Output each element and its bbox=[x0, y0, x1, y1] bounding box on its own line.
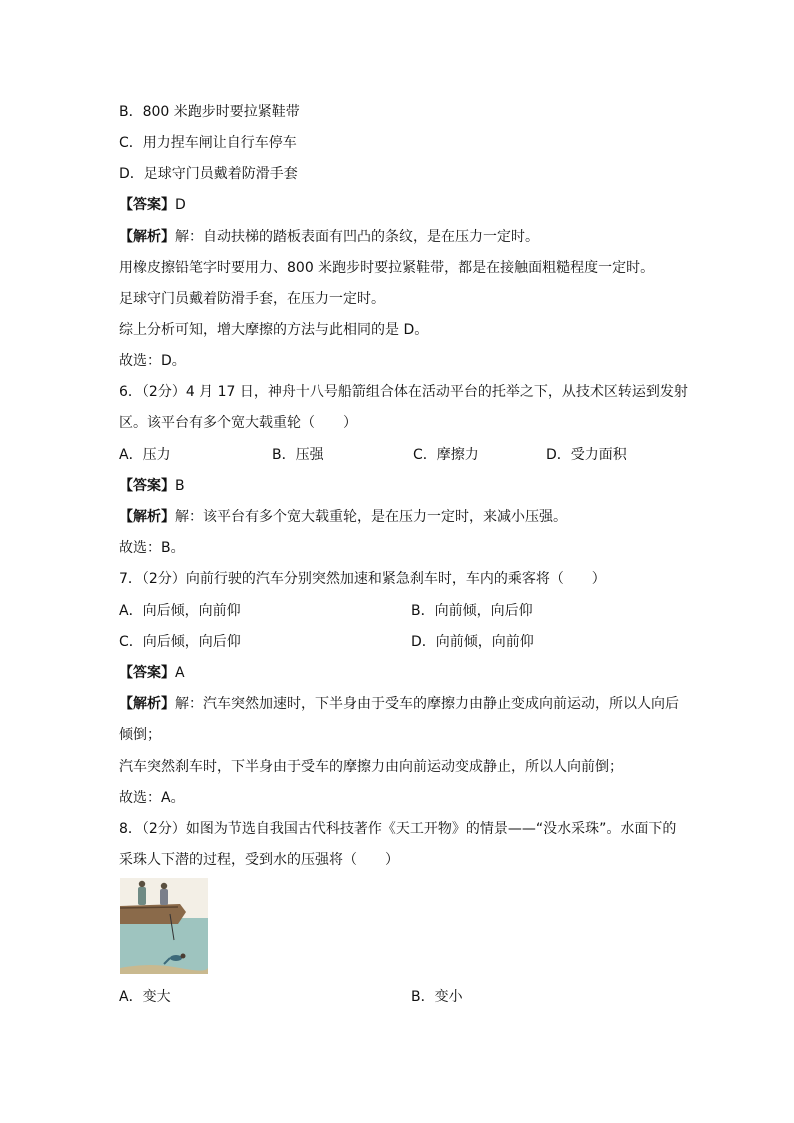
q8-option-a: A．变大 bbox=[119, 989, 171, 1005]
analysis-text: 解：汽车突然加速时，下半身由于受车的摩擦力由静止变成向前运动，所以人向后 bbox=[175, 696, 679, 712]
q5-analysis-1 bbox=[119, 227, 539, 247]
q7-stem: 7．（2分）向前行驶的汽车分别突然加速和紧急刹车时，车内的乘客将（ ） bbox=[119, 571, 606, 587]
analysis-tag: 【解析】 bbox=[119, 229, 175, 245]
q7-option-b: B．向前倾，向后仰 bbox=[411, 603, 533, 619]
q6-option-c: C．摩擦力 bbox=[413, 447, 479, 463]
q6-choice: 故选：B。 bbox=[119, 540, 185, 556]
q7-analysis-3: 汽车突然刹车时，下半身由于受车的摩擦力由向前运动变成静止，所以人向前倒； bbox=[119, 759, 623, 775]
q7-answer bbox=[119, 663, 185, 683]
boatman-left bbox=[138, 881, 146, 905]
answer-value: A bbox=[175, 665, 185, 681]
answer-tag: 【答案】 bbox=[119, 478, 175, 494]
q5-analysis-4: 综上分析可知，增大摩擦的方法与此相同的是 D。 bbox=[119, 322, 429, 338]
analysis-text: 解：该平台有多个宽大载重轮，是在压力一定时，来减小压强。 bbox=[175, 509, 567, 525]
q5-choice: 故选：D。 bbox=[119, 353, 186, 369]
q6-option-a: A．压力 bbox=[119, 447, 171, 463]
q5-answer bbox=[119, 195, 186, 215]
q8-option-b: B．变小 bbox=[411, 989, 463, 1005]
answer-value: B bbox=[175, 478, 185, 494]
answer-tag: 【答案】 bbox=[119, 197, 175, 213]
answer-value: D bbox=[175, 197, 186, 213]
q6-option-d: D．受力面积 bbox=[546, 447, 627, 463]
pearl-diving-illustration bbox=[120, 878, 208, 974]
boatman-right bbox=[160, 883, 168, 905]
q6-stem-2: 区。该平台有多个宽大载重轮（ ） bbox=[119, 415, 357, 431]
q7-option-d: D．向前倾，向前仰 bbox=[411, 634, 534, 650]
boat-rail bbox=[120, 907, 178, 908]
q7-option-a: A．向后倾，向前仰 bbox=[119, 603, 241, 619]
answer-tag: 【答案】 bbox=[119, 665, 175, 681]
q5-option-c: C．用力捏车闸让自行车停车 bbox=[119, 135, 297, 151]
analysis-tag: 【解析】 bbox=[119, 696, 175, 712]
q5-option-b: B．800 米跑步时要拉紧鞋带 bbox=[119, 104, 300, 120]
q7-choice: 故选：A。 bbox=[119, 790, 185, 806]
analysis-tag: 【解析】 bbox=[119, 509, 175, 525]
q7-analysis-2: 倾倒； bbox=[119, 727, 161, 743]
q5-analysis-2: 用橡皮擦铅笔字时要用力、800 米跑步时要拉紧鞋带，都是在接触面粗糙程度一定时。 bbox=[119, 260, 655, 276]
q5-option-d: D．足球守门员戴着防滑手套 bbox=[119, 166, 298, 182]
q5-analysis-3: 足球守门员戴着防滑手套，在压力一定时。 bbox=[119, 291, 385, 307]
q7-option-c: C．向后倾，向后仰 bbox=[119, 634, 241, 650]
q6-option-b: B．压强 bbox=[272, 447, 324, 463]
q6-analysis-1 bbox=[119, 507, 567, 527]
analysis-text: 解：自动扶梯的踏板表面有凹凸的条纹，是在压力一定时。 bbox=[175, 229, 539, 245]
water bbox=[120, 918, 208, 974]
q8-stem-2: 采珠人下潜的过程，受到水的压强将（ ） bbox=[119, 852, 399, 868]
q7-analysis-1 bbox=[119, 694, 679, 714]
q8-stem-1: 8．（2分）如图为节选自我国古代科技著作《天工开物》的情景——“没水采珠”。水面下的 bbox=[119, 821, 677, 837]
q6-answer bbox=[119, 476, 185, 496]
q6-stem-1: 6．（2分）4 月 17 日，神舟十八号船箭组合体在活动平台的托举之下，从技术区转运到发射 bbox=[119, 384, 688, 400]
